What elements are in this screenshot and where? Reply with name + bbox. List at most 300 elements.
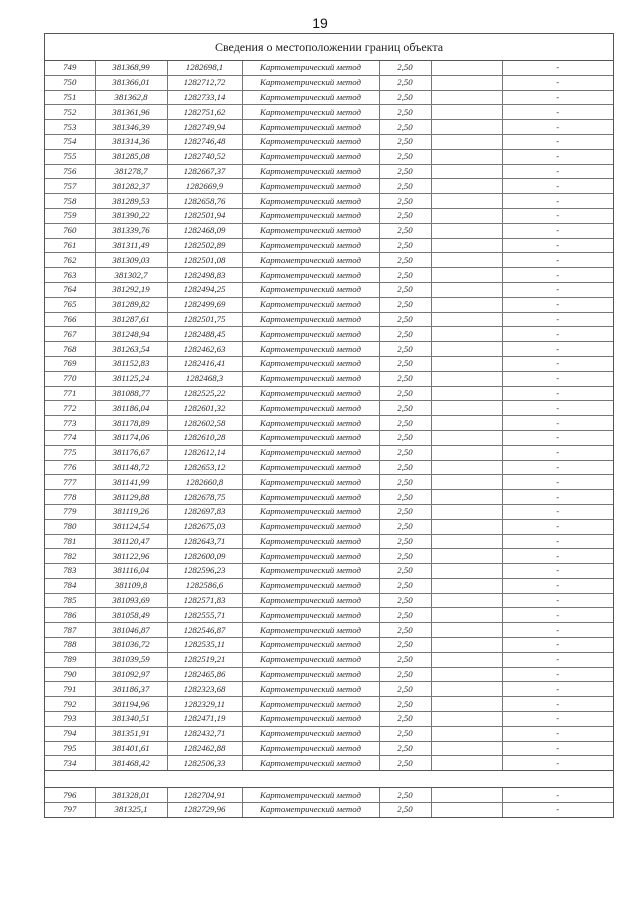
point-number: 789 xyxy=(45,652,95,667)
point-number: 752 xyxy=(45,105,95,120)
coord-y: 1282751,62 xyxy=(167,105,242,120)
point-number: 760 xyxy=(45,223,95,238)
method: Картометрический метод xyxy=(242,416,379,431)
method: Картометрический метод xyxy=(242,578,379,593)
coord-y: 1282468,09 xyxy=(167,223,242,238)
accuracy: 2,50 xyxy=(379,164,431,179)
coord-y: 1282601,32 xyxy=(167,401,242,416)
coord-y: 1282596,23 xyxy=(167,564,242,579)
accuracy: 2,50 xyxy=(379,534,431,549)
table-row xyxy=(45,534,613,549)
coord-x: 381148,72 xyxy=(95,460,167,475)
table-row xyxy=(45,504,613,519)
point-number: 757 xyxy=(45,179,95,194)
coord-y: 1282602,58 xyxy=(167,416,242,431)
empty-cell xyxy=(431,788,502,802)
coord-y: 1282698,1 xyxy=(167,61,242,75)
empty-cell xyxy=(431,608,502,623)
accuracy: 2,50 xyxy=(379,268,431,283)
description: - xyxy=(502,179,613,194)
empty-cell xyxy=(431,253,502,268)
coord-x: 381141,99 xyxy=(95,475,167,490)
empty-cell xyxy=(431,430,502,445)
coord-x: 381314,36 xyxy=(95,134,167,149)
point-number: 770 xyxy=(45,371,95,386)
point-number: 753 xyxy=(45,120,95,135)
table-row xyxy=(45,179,613,194)
table-row xyxy=(45,356,613,371)
coord-y: 1282729,96 xyxy=(167,803,242,817)
table-row xyxy=(45,756,613,770)
method: Картометрический метод xyxy=(242,608,379,623)
empty-cell xyxy=(431,652,502,667)
accuracy: 2,50 xyxy=(379,356,431,371)
coord-y: 1282749,94 xyxy=(167,120,242,135)
coord-y: 1282432,71 xyxy=(167,726,242,741)
accuracy: 2,50 xyxy=(379,504,431,519)
point-number: 764 xyxy=(45,282,95,297)
table-row xyxy=(45,90,613,105)
coord-y: 1282501,94 xyxy=(167,208,242,223)
method: Картометрический метод xyxy=(242,356,379,371)
description: - xyxy=(502,578,613,593)
method: Картометрический метод xyxy=(242,667,379,682)
description: - xyxy=(502,149,613,164)
method: Картометрический метод xyxy=(242,788,379,802)
accuracy: 2,50 xyxy=(379,401,431,416)
coord-y: 1282525,22 xyxy=(167,386,242,401)
method: Картометрический метод xyxy=(242,105,379,120)
coord-y: 1282546,87 xyxy=(167,623,242,638)
coord-y: 1282465,86 xyxy=(167,667,242,682)
point-number: 781 xyxy=(45,534,95,549)
method: Картометрический метод xyxy=(242,460,379,475)
method: Картометрический метод xyxy=(242,61,379,75)
point-number: 749 xyxy=(45,61,95,75)
accuracy: 2,50 xyxy=(379,593,431,608)
coord-y: 1282468,3 xyxy=(167,371,242,386)
coord-x: 381289,53 xyxy=(95,194,167,209)
coord-x: 381109,8 xyxy=(95,578,167,593)
coord-y: 1282610,28 xyxy=(167,430,242,445)
method: Картометрический метод xyxy=(242,803,379,817)
table-row xyxy=(45,667,613,682)
description: - xyxy=(502,623,613,638)
table-row xyxy=(45,327,613,342)
method: Картометрический метод xyxy=(242,90,379,105)
empty-cell xyxy=(431,134,502,149)
description: - xyxy=(502,564,613,579)
empty-cell xyxy=(431,712,502,727)
description: - xyxy=(502,134,613,149)
coord-y: 1282740,52 xyxy=(167,149,242,164)
coord-x: 381186,37 xyxy=(95,682,167,697)
description: - xyxy=(502,549,613,564)
accuracy: 2,50 xyxy=(379,90,431,105)
boundary-table-sheet xyxy=(44,33,614,818)
empty-cell xyxy=(431,682,502,697)
coord-x: 381468,42 xyxy=(95,756,167,770)
point-number: 787 xyxy=(45,623,95,638)
method: Картометрический метод xyxy=(242,504,379,519)
coord-y: 1282499,69 xyxy=(167,297,242,312)
description: - xyxy=(502,430,613,445)
coord-y: 1282586,6 xyxy=(167,578,242,593)
table-row xyxy=(45,608,613,623)
table-row xyxy=(45,371,613,386)
description: - xyxy=(556,804,560,815)
coord-y: 1282600,09 xyxy=(167,549,242,564)
coord-x: 381366,01 xyxy=(95,75,167,90)
empty-cell xyxy=(431,342,502,357)
empty-cell xyxy=(431,75,502,90)
accuracy: 2,50 xyxy=(379,312,431,327)
empty-cell xyxy=(431,327,502,342)
table-row xyxy=(45,401,613,416)
method: Картометрический метод xyxy=(242,223,379,238)
empty-cell xyxy=(431,416,502,431)
accuracy: 2,50 xyxy=(379,416,431,431)
accuracy: 2,50 xyxy=(379,179,431,194)
point-number: 756 xyxy=(45,164,95,179)
coord-x: 381289,82 xyxy=(95,297,167,312)
description: - xyxy=(502,712,613,727)
accuracy: 2,50 xyxy=(379,327,431,342)
accuracy: 2,50 xyxy=(379,741,431,756)
coord-x: 381287,61 xyxy=(95,312,167,327)
accuracy: 2,50 xyxy=(379,208,431,223)
table-row xyxy=(45,445,613,460)
coord-y: 1282667,37 xyxy=(167,164,242,179)
point-number: 778 xyxy=(45,490,95,505)
empty-cell xyxy=(431,445,502,460)
point-number: 782 xyxy=(45,549,95,564)
description: - xyxy=(502,371,613,386)
method: Картометрический метод xyxy=(242,371,379,386)
coord-x: 381194,96 xyxy=(95,697,167,712)
point-number: 775 xyxy=(45,445,95,460)
empty-cell xyxy=(431,756,502,770)
coord-x: 381039,59 xyxy=(95,652,167,667)
accuracy: 2,50 xyxy=(379,134,431,149)
description: - xyxy=(502,268,613,283)
accuracy: 2,50 xyxy=(379,608,431,623)
coord-x: 381088,77 xyxy=(95,386,167,401)
description: - xyxy=(502,682,613,697)
empty-cell xyxy=(431,564,502,579)
method: Картометрический метод xyxy=(242,194,379,209)
table-row xyxy=(45,238,613,253)
coord-x: 381152,83 xyxy=(95,356,167,371)
coord-x: 381401,61 xyxy=(95,741,167,756)
accuracy: 2,50 xyxy=(379,564,431,579)
table-row xyxy=(45,682,613,697)
method: Картометрический метод xyxy=(242,282,379,297)
method: Картометрический метод xyxy=(242,312,379,327)
table-row xyxy=(45,75,613,90)
empty-cell xyxy=(431,238,502,253)
method: Картометрический метод xyxy=(242,179,379,194)
coord-y: 1282323,68 xyxy=(167,682,242,697)
accuracy: 2,50 xyxy=(379,120,431,135)
accuracy: 2,50 xyxy=(379,238,431,253)
coord-y: 1282653,12 xyxy=(167,460,242,475)
description: - xyxy=(502,253,613,268)
coord-x: 381346,39 xyxy=(95,120,167,135)
accuracy: 2,50 xyxy=(379,682,431,697)
coord-y: 1282660,8 xyxy=(167,475,242,490)
empty-cell xyxy=(431,179,502,194)
empty-cell xyxy=(431,208,502,223)
coord-x: 381116,04 xyxy=(95,564,167,579)
coord-x: 381285,08 xyxy=(95,149,167,164)
point-number: 783 xyxy=(45,564,95,579)
coord-y: 1282501,75 xyxy=(167,312,242,327)
table-row xyxy=(45,253,613,268)
coord-x: 381311,49 xyxy=(95,238,167,253)
point-number: 734 xyxy=(45,756,95,770)
coord-y: 1282733,14 xyxy=(167,90,242,105)
accuracy: 2,50 xyxy=(379,75,431,90)
point-number: 765 xyxy=(45,297,95,312)
description: - xyxy=(502,164,613,179)
accuracy: 2,50 xyxy=(379,105,431,120)
method: Картометрический метод xyxy=(242,593,379,608)
table-row xyxy=(45,134,613,149)
point-number: 773 xyxy=(45,416,95,431)
table-row xyxy=(45,105,613,120)
method: Картометрический метод xyxy=(242,564,379,579)
point-number: 797 xyxy=(45,803,95,817)
table-row xyxy=(45,638,613,653)
empty-cell xyxy=(431,164,502,179)
coord-x: 381340,51 xyxy=(95,712,167,727)
empty-cell xyxy=(431,697,502,712)
point-number: 771 xyxy=(45,386,95,401)
description: - xyxy=(502,652,613,667)
accuracy: 2,50 xyxy=(379,712,431,727)
accuracy: 2,50 xyxy=(379,549,431,564)
point-number: 786 xyxy=(45,608,95,623)
coord-x: 381390,22 xyxy=(95,208,167,223)
table-gap-row xyxy=(45,770,613,788)
accuracy: 2,50 xyxy=(379,697,431,712)
point-number: 774 xyxy=(45,430,95,445)
empty-cell xyxy=(431,490,502,505)
coord-x: 381058,49 xyxy=(95,608,167,623)
accuracy: 2,50 xyxy=(379,803,431,817)
coord-x: 381092,97 xyxy=(95,667,167,682)
accuracy: 2,50 xyxy=(379,475,431,490)
description: - xyxy=(502,416,613,431)
table-row xyxy=(45,61,613,75)
point-number: 754 xyxy=(45,134,95,149)
empty-cell xyxy=(431,371,502,386)
coordinates-table-main xyxy=(45,61,613,770)
table-row xyxy=(45,712,613,727)
coord-x: 381119,26 xyxy=(95,504,167,519)
coord-y: 1282488,45 xyxy=(167,327,242,342)
coord-x: 381292,19 xyxy=(95,282,167,297)
table-row xyxy=(45,120,613,135)
empty-cell xyxy=(431,475,502,490)
coord-y: 1282675,03 xyxy=(167,519,242,534)
method: Картометрический метод xyxy=(242,638,379,653)
method: Картометрический метод xyxy=(242,164,379,179)
empty-cell xyxy=(431,149,502,164)
accuracy: 2,50 xyxy=(379,519,431,534)
point-number: 772 xyxy=(45,401,95,416)
point-number: 759 xyxy=(45,208,95,223)
point-number: 785 xyxy=(45,593,95,608)
description: - xyxy=(502,120,613,135)
coord-y: 1282746,48 xyxy=(167,134,242,149)
accuracy: 2,50 xyxy=(379,149,431,164)
accuracy: 2,50 xyxy=(379,726,431,741)
table-row xyxy=(45,282,613,297)
page-number: 19 xyxy=(312,15,328,31)
empty-cell xyxy=(431,593,502,608)
coord-y: 1282571,83 xyxy=(167,593,242,608)
description: - xyxy=(502,223,613,238)
table-row xyxy=(45,697,613,712)
coord-x: 381176,67 xyxy=(95,445,167,460)
point-number: 758 xyxy=(45,194,95,209)
description: - xyxy=(502,741,613,756)
accuracy: 2,50 xyxy=(379,61,431,75)
coord-x: 381263,54 xyxy=(95,342,167,357)
table-row xyxy=(45,208,613,223)
table-row xyxy=(45,164,613,179)
coord-y: 1282697,83 xyxy=(167,504,242,519)
description: - xyxy=(502,238,613,253)
coord-x: 381248,94 xyxy=(95,327,167,342)
method: Картометрический метод xyxy=(242,549,379,564)
description: - xyxy=(502,726,613,741)
description: - xyxy=(502,105,613,120)
method: Картометрический метод xyxy=(242,682,379,697)
method: Картометрический метод xyxy=(242,253,379,268)
accuracy: 2,50 xyxy=(379,386,431,401)
method: Картометрический метод xyxy=(242,297,379,312)
coord-y: 1282704,91 xyxy=(167,788,242,802)
coord-x: 381351,91 xyxy=(95,726,167,741)
description: - xyxy=(502,401,613,416)
method: Картометрический метод xyxy=(242,741,379,756)
coord-x: 381093,69 xyxy=(95,593,167,608)
description: - xyxy=(502,593,613,608)
description: - xyxy=(502,90,613,105)
coord-x: 381368,99 xyxy=(95,61,167,75)
table-row xyxy=(45,490,613,505)
coord-x: 381362,8 xyxy=(95,90,167,105)
table-row xyxy=(45,519,613,534)
coord-x: 381124,54 xyxy=(95,519,167,534)
accuracy: 2,50 xyxy=(379,638,431,653)
coord-y: 1282502,89 xyxy=(167,238,242,253)
empty-cell xyxy=(431,194,502,209)
description: - xyxy=(502,297,613,312)
method: Картометрический метод xyxy=(242,327,379,342)
table-row xyxy=(45,475,613,490)
empty-cell xyxy=(431,519,502,534)
coord-y: 1282678,75 xyxy=(167,490,242,505)
coord-x: 381174,06 xyxy=(95,430,167,445)
accuracy: 2,50 xyxy=(379,430,431,445)
description: - xyxy=(502,460,613,475)
coord-x: 381046,87 xyxy=(95,623,167,638)
point-number: 751 xyxy=(45,90,95,105)
table-row xyxy=(45,549,613,564)
empty-cell xyxy=(431,803,502,817)
empty-cell xyxy=(431,105,502,120)
accuracy: 2,50 xyxy=(379,194,431,209)
empty-cell xyxy=(431,312,502,327)
coord-y: 1282712,72 xyxy=(167,75,242,90)
coord-y: 1282329,11 xyxy=(167,697,242,712)
empty-cell xyxy=(431,667,502,682)
description: - xyxy=(502,312,613,327)
method: Картометрический метод xyxy=(242,623,379,638)
description: - xyxy=(502,445,613,460)
point-number: 795 xyxy=(45,741,95,756)
point-number: 750 xyxy=(45,75,95,90)
empty-cell xyxy=(431,386,502,401)
empty-cell xyxy=(431,297,502,312)
accuracy: 2,50 xyxy=(379,623,431,638)
coord-y: 1282416,41 xyxy=(167,356,242,371)
coord-x: 381339,76 xyxy=(95,223,167,238)
coordinates-table-extra xyxy=(45,788,613,817)
point-number: 796 xyxy=(45,788,95,802)
method: Картометрический метод xyxy=(242,697,379,712)
accuracy: 2,50 xyxy=(379,652,431,667)
description: - xyxy=(502,608,613,623)
table-row xyxy=(45,593,613,608)
point-number: 791 xyxy=(45,682,95,697)
coord-y: 1282498,83 xyxy=(167,268,242,283)
accuracy: 2,50 xyxy=(379,342,431,357)
coord-y: 1282494,25 xyxy=(167,282,242,297)
section-title: Сведения о местоположении границ объекта xyxy=(45,34,613,61)
coord-y: 1282519,21 xyxy=(167,652,242,667)
accuracy: 2,50 xyxy=(379,445,431,460)
coord-x: 381282,37 xyxy=(95,179,167,194)
empty-cell xyxy=(431,741,502,756)
coord-y: 1282535,11 xyxy=(167,638,242,653)
description: - xyxy=(502,788,613,802)
empty-cell xyxy=(431,356,502,371)
point-number: 761 xyxy=(45,238,95,253)
method: Картометрический метод xyxy=(242,534,379,549)
description: - xyxy=(502,638,613,653)
point-number: 792 xyxy=(45,697,95,712)
description: - xyxy=(556,757,560,768)
point-number: 793 xyxy=(45,712,95,727)
coord-y: 1282612,14 xyxy=(167,445,242,460)
table-row xyxy=(45,741,613,756)
empty-cell xyxy=(431,549,502,564)
accuracy: 2,50 xyxy=(379,282,431,297)
table-row xyxy=(45,578,613,593)
method: Картометрический метод xyxy=(242,208,379,223)
coord-x: 381122,96 xyxy=(95,549,167,564)
description: - xyxy=(502,61,613,75)
coord-x: 381309,03 xyxy=(95,253,167,268)
accuracy: 2,50 xyxy=(379,460,431,475)
empty-cell xyxy=(431,268,502,283)
description: - xyxy=(502,75,613,90)
